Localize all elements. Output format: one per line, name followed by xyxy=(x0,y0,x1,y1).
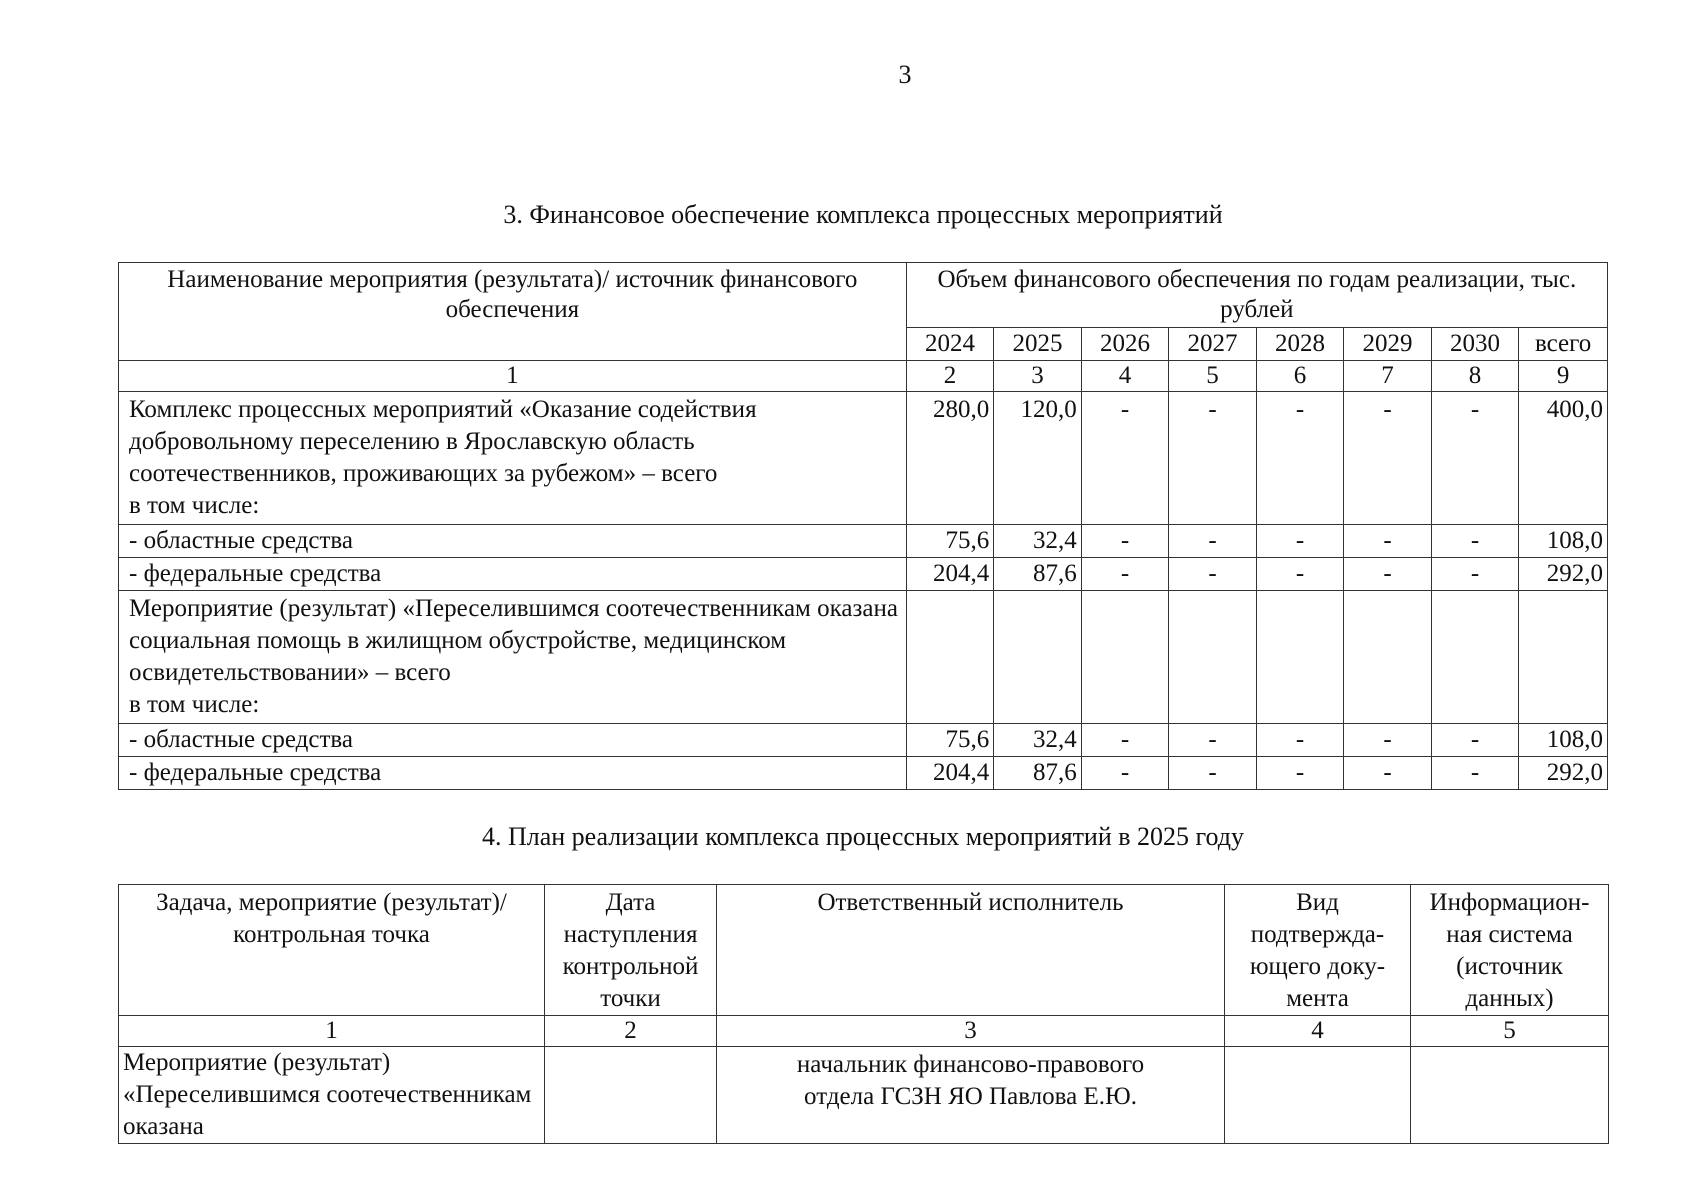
value-cell: - xyxy=(1256,558,1344,591)
total-header: всего xyxy=(1519,328,1608,361)
page-number: 3 xyxy=(898,60,912,89)
financing-table xyxy=(118,262,1608,790)
value-cell: - xyxy=(1081,558,1169,591)
system-column-header: Информацион-ная система (источник данных) xyxy=(1411,885,1609,1016)
row-name: - федеральные средства xyxy=(119,558,907,591)
value-cell: - xyxy=(1256,757,1344,790)
plan-table xyxy=(118,884,1609,1144)
value-cell: - xyxy=(1081,724,1169,757)
row-name xyxy=(119,392,907,525)
column-number: 5 xyxy=(1411,1016,1609,1047)
year-header: 2027 xyxy=(1169,328,1257,361)
row-name xyxy=(119,591,907,724)
value-cell xyxy=(1519,591,1608,724)
table-row xyxy=(119,1047,1609,1144)
section-4-title: 4. План реализации комплекса процессных мероприятий в 2025 году xyxy=(481,822,1245,851)
value-cell: 108,0 xyxy=(1519,525,1608,558)
table-row xyxy=(119,392,1608,525)
value-cell: 87,6 xyxy=(994,757,1082,790)
value-cell xyxy=(906,591,994,724)
value-cell: 108,0 xyxy=(1519,724,1608,757)
column-number: 5 xyxy=(1169,361,1257,392)
value-cell: - xyxy=(1344,392,1432,525)
section-3-title: 3. Финансовое обеспечение комплекса процессных мероприятий xyxy=(503,200,1223,229)
volume-column-header: Объем финансового обеспечения по годам реализации, тыс. рублей xyxy=(906,263,1607,328)
value-cell xyxy=(1431,591,1519,724)
value-cell: - xyxy=(1344,757,1432,790)
table-row xyxy=(119,757,1608,790)
year-header: 2030 xyxy=(1431,328,1519,361)
value-cell: 400,0 xyxy=(1519,392,1608,525)
table-row xyxy=(119,591,1608,724)
value-cell: 292,0 xyxy=(1519,757,1608,790)
document-cell xyxy=(1225,1047,1411,1144)
value-cell xyxy=(994,591,1082,724)
value-cell: 75,6 xyxy=(906,525,994,558)
column-number: 7 xyxy=(1344,361,1432,392)
column-number: 9 xyxy=(1519,361,1608,392)
column-number: 3 xyxy=(994,361,1082,392)
column-number: 6 xyxy=(1256,361,1344,392)
table-row xyxy=(119,525,1608,558)
column-number: 2 xyxy=(906,361,994,392)
date-cell xyxy=(545,1047,717,1144)
task-column-header: Задача, мероприятие (результат)/ контрольная точка xyxy=(119,885,545,1016)
value-cell: - xyxy=(1431,757,1519,790)
value-cell: 280,0 xyxy=(906,392,994,525)
value-cell xyxy=(1256,591,1344,724)
value-cell: - xyxy=(1431,558,1519,591)
value-cell: - xyxy=(1431,525,1519,558)
year-header: 2024 xyxy=(906,328,994,361)
value-cell: - xyxy=(1169,392,1257,525)
year-header: 2026 xyxy=(1081,328,1169,361)
value-cell: 204,4 xyxy=(906,558,994,591)
value-cell xyxy=(1081,591,1169,724)
row-name-text: Комплекс процессных мероприятий «Оказание содействия добровольному переселению в Ярославскую область соотечественников, проживающих за рубежом» – всего xyxy=(129,396,757,487)
value-cell: - xyxy=(1431,724,1519,757)
value-cell: - xyxy=(1081,525,1169,558)
year-header: 2029 xyxy=(1344,328,1432,361)
value-cell: - xyxy=(1169,525,1257,558)
name-column-header: Наименование мероприятия (результата)/ источник финансового обеспечения xyxy=(119,263,907,361)
year-header: 2028 xyxy=(1256,328,1344,361)
date-column-header: Дата наступления контрольной точки xyxy=(545,885,717,1016)
column-number: 1 xyxy=(119,361,907,392)
value-cell: - xyxy=(1256,724,1344,757)
value-cell: - xyxy=(1169,757,1257,790)
column-number: 4 xyxy=(1225,1016,1411,1047)
value-cell: - xyxy=(1344,525,1432,558)
value-cell: - xyxy=(1081,392,1169,525)
system-cell xyxy=(1411,1047,1609,1144)
value-cell: - xyxy=(1256,525,1344,558)
executor-column-header: Ответственный исполнитель xyxy=(717,885,1225,1016)
document-column-header: Вид подтвержда-ющего доку-мента xyxy=(1225,885,1411,1016)
value-cell: - xyxy=(1344,558,1432,591)
row-sub-text: в том числе: xyxy=(129,492,260,519)
value-cell: 75,6 xyxy=(906,724,994,757)
value-cell: - xyxy=(1256,392,1344,525)
value-cell xyxy=(1169,591,1257,724)
value-cell: - xyxy=(1169,558,1257,591)
value-cell: 32,4 xyxy=(994,525,1082,558)
executor-cell: начальник финансово-правового отдела ГСЗН ЯО Павлова Е.Ю. xyxy=(717,1047,1225,1144)
row-name: - областные средства xyxy=(119,525,907,558)
value-cell: - xyxy=(1344,724,1432,757)
column-number: 2 xyxy=(545,1016,717,1047)
value-cell: 87,6 xyxy=(994,558,1082,591)
task-cell: Мероприятие (результат) «Переселившимся соотечественникам оказана xyxy=(119,1047,545,1144)
column-number: 8 xyxy=(1431,361,1519,392)
value-cell: - xyxy=(1431,392,1519,525)
row-name-text: Мероприятие (результат) «Переселившимся соотечественникам оказана социальная помощь в жилищном обустройстве, медицинском освидетельствовании» – всего xyxy=(129,595,898,686)
value-cell: 120,0 xyxy=(994,392,1082,525)
year-header: 2025 xyxy=(994,328,1082,361)
value-cell: 204,4 xyxy=(906,757,994,790)
column-number: 1 xyxy=(119,1016,545,1047)
row-name: - областные средства xyxy=(119,724,907,757)
table-row xyxy=(119,724,1608,757)
value-cell: - xyxy=(1081,757,1169,790)
row-sub-text: в том числе: xyxy=(129,691,260,718)
column-number: 4 xyxy=(1081,361,1169,392)
table-row xyxy=(119,558,1608,591)
row-name: - федеральные средства xyxy=(119,757,907,790)
value-cell: 32,4 xyxy=(994,724,1082,757)
value-cell: - xyxy=(1169,724,1257,757)
column-number: 3 xyxy=(717,1016,1225,1047)
value-cell: 292,0 xyxy=(1519,558,1608,591)
value-cell xyxy=(1344,591,1432,724)
